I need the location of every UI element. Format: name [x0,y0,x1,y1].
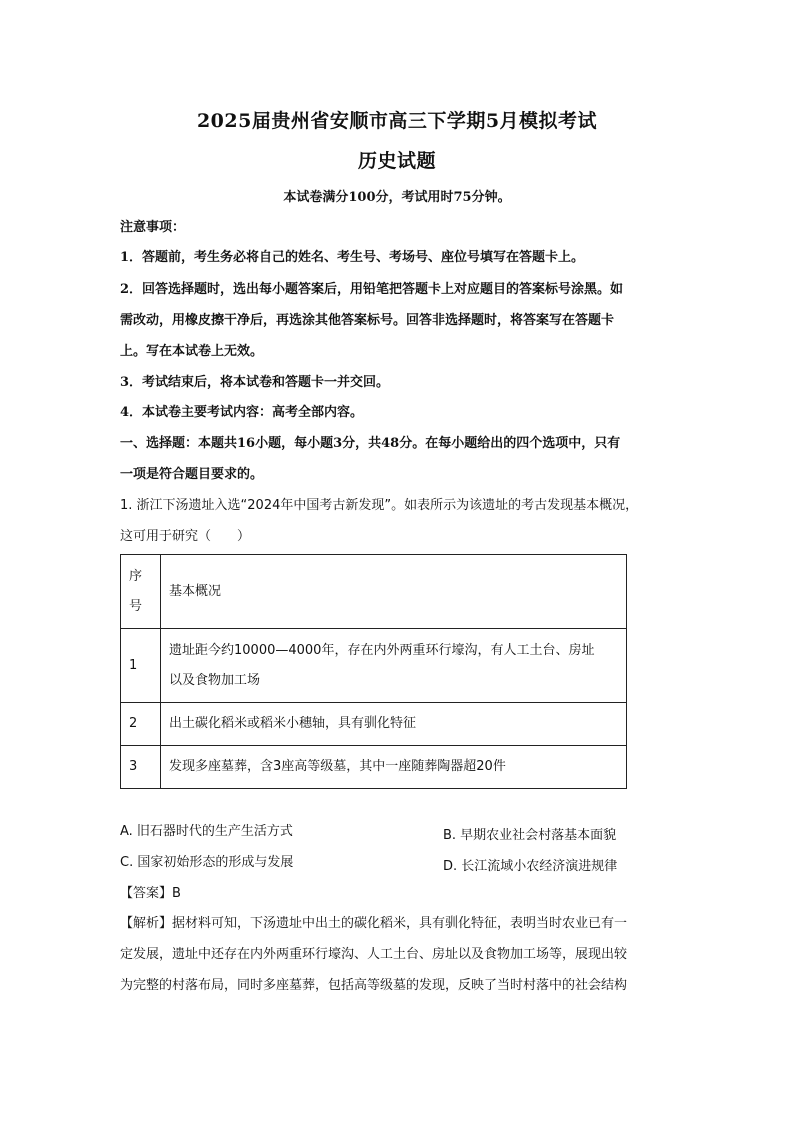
note-item: 需改动，用橡皮擦干净后，再选涂其他答案标号。回答非选择题时，将答案写在答题卡 [120,313,615,328]
option-c: C. 国家初始形态的形成与发展 [120,855,294,870]
note-item: 2．回答选择题时，选出每小题答案后，用铅笔把答题卡上对应题目的答案标号涂黑。如 [120,282,624,297]
option-d: D. 长江流域小农经济演进规律 [443,859,618,874]
table-cell-desc: 出土碳化稻米或稻米小穗轴，具有驯化特征 [161,703,627,746]
table-row [121,703,627,746]
note-item: 4．本试卷主要考试内容：高考全部内容。 [120,405,364,420]
analysis-line: 定发展，遗址中还存在内外两重环行壕沟、人工土台、房址以及食物加工场等，展现出较 [120,947,628,962]
question-stem-cont: 这可用于研究（ ） [120,529,251,544]
table-row [121,629,627,703]
table-header-num: 序 号 [121,555,161,629]
table-header-row [121,555,627,629]
note-item: 上。写在本试卷上无效。 [120,344,264,359]
option-b: B. 早期农业社会村落基本面貌 [443,828,617,843]
answer-line: 【答案】B [120,886,181,901]
table-row [121,746,627,789]
table-cell-num: 2 [121,703,161,746]
table-cell-desc: 遗址距今约10000—4000年，存在内外两重环行壕沟，有人工土台、房址 以及食物加工场 [161,629,627,703]
table-header-desc: 基本概况 [161,555,627,629]
table-cell-num: 1 [121,629,161,703]
exam-intro: 本试卷满分100分，考试用时75分钟。 [283,190,511,205]
note-item: 3．考试结束后，将本试卷和答题卡一并交回。 [120,375,390,390]
table-cell-desc: 发现多座墓葬，含3座高等级墓，其中一座随葬陶器超20件 [161,746,627,789]
table-cell-num: 3 [121,746,161,789]
exam-title: 2025届贵州省安顺市高三下学期5月模拟考试 [196,110,598,132]
question-stem: 1. 浙江下汤遗址入选“2024年中国考古新发现”。如表所示为该遗址的考古发现基本概况， [120,498,639,513]
option-a: A. 旧石器时代的生产生活方式 [120,824,293,839]
section-heading: 一、选择题：本题共16小题，每小题3分，共48分。在每小题给出的四个选项中，只有 [120,436,621,451]
notes-heading: 注意事项： [120,220,186,235]
section-heading-cont: 一项是符合题目要求的。 [120,467,264,482]
analysis-line: 为完整的村落布局，同时多座墓葬，包括高等级墓的发现，反映了当时村落中的社会结构 [120,978,628,993]
exam-subtitle: 历史试题 [357,150,436,172]
note-item: 1．答题前，考生务必将自己的姓名、考生号、考场号、座位号填写在答题卡上。 [120,250,585,265]
archaeology-table [120,554,627,789]
analysis-line: 【解析】据材料可知，下汤遗址中出土的碳化稻米，具有驯化特征，表明当时农业已有一 [120,916,628,931]
